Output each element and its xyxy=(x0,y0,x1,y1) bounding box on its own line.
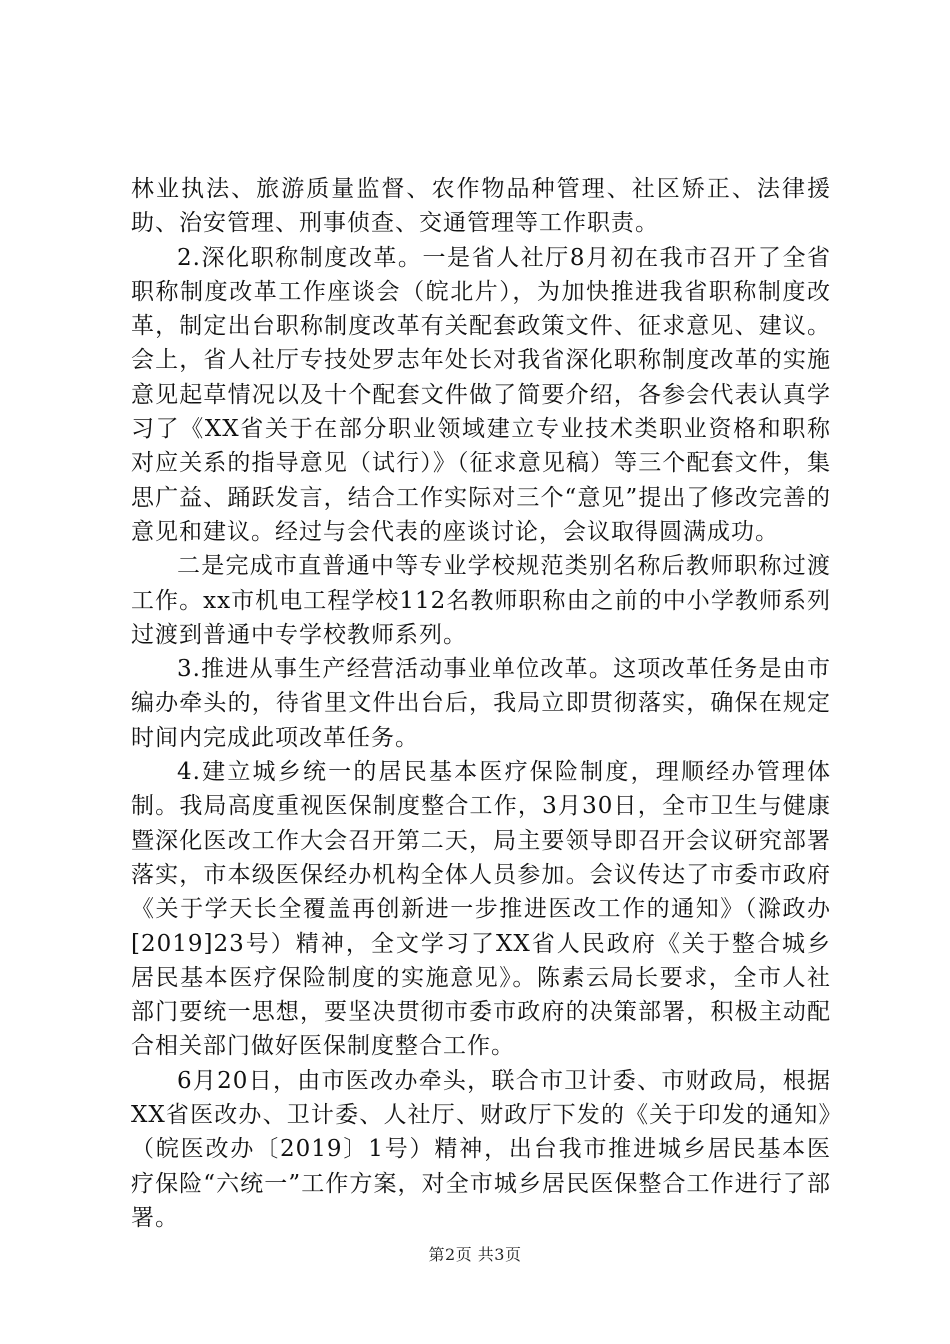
paragraph-work-plan: 6月20日，由市医改办牵头，联合市卫计委、市财政局，根据XX省医改办、卫计委、人社厅、财政厅下发的《关于印发的通知》（皖医改办〔2019〕1号）精神，出台我市推进城乡居民基本医疗保险“六统一”工作方案，对全市城乡居民医保整合工作进行了部署。 xyxy=(131,1067,831,1231)
paragraph-title-reform-item-2: 2.深化职称制度改革。一是省人社厅8月初在我市召开了全省职称制度改革工作座谈会（皖北片），为加快推进我省职称制度改革，制定出台职称制度改革有关配套政策文件、征求意见、建议。会上，省人社厅专技处罗志年处长对我省深化职称制度改革的实施意见起草情况以及十个配套文件做了简要介绍，各参会代表认真学习了《XX省关于在部分职业领域建立专业技术类职业资格和职称对应关系的指导意见（试行）》（征求意见稿）等三个配套文件，集思广益、踊跃发言，结合工作实际对三个“意见”提出了修改完善的意见和建议。经过与会代表的座谈讨论，会议取得圆满成功。 xyxy=(131,244,831,545)
paragraph-teacher-title-transition: 二是完成市直普通中等专业学校规范类别名称后教师职称过渡工作。xx市机电工程学校112名教师职称由之前的中小学教师系列过渡到普通中专学校教师系列。 xyxy=(131,553,831,648)
document-body xyxy=(131,172,831,1235)
paragraph-medical-insurance-system: 4.建立城乡统一的居民基本医疗保险制度，理顺经办管理体制。我局高度重视医保制度整合工作，3月30日，全市卫生与健康暨深化医改工作大会召开第二天，局主要领导即召开会议研究部署落实，市本级医保经办机构全体人员参加。会议传达了市委市政府《关于学天长全覆盖再创新进一步推进医改工作的通知》（滁政办[2019]23号）精神，全文学习了XX省人民政府《关于整合城乡居民基本医疗保险制度的实施意见》。陈素云局长要求，全市人社部门要统一思想，要坚决贯彻市委市政府的决策部署，积极主动配合相关部门做好医保制度整合工作。 xyxy=(131,759,831,1060)
paragraph-continuation: 林业执法、旅游质量监督、农作物品种管理、社区矫正、法律援助、治安管理、刑事侦查、交通管理等工作职责。 xyxy=(131,176,831,237)
paragraph-public-institution-reform: 3.推进从事生产经营活动事业单位改革。这项改革任务是由市编办牵头的，待省里文件出台后，我局立即贯彻落实，确保在规定时间内完成此项改革任务。 xyxy=(131,656,831,751)
page-number-footer: 第2页 共3页 xyxy=(428,1245,522,1264)
